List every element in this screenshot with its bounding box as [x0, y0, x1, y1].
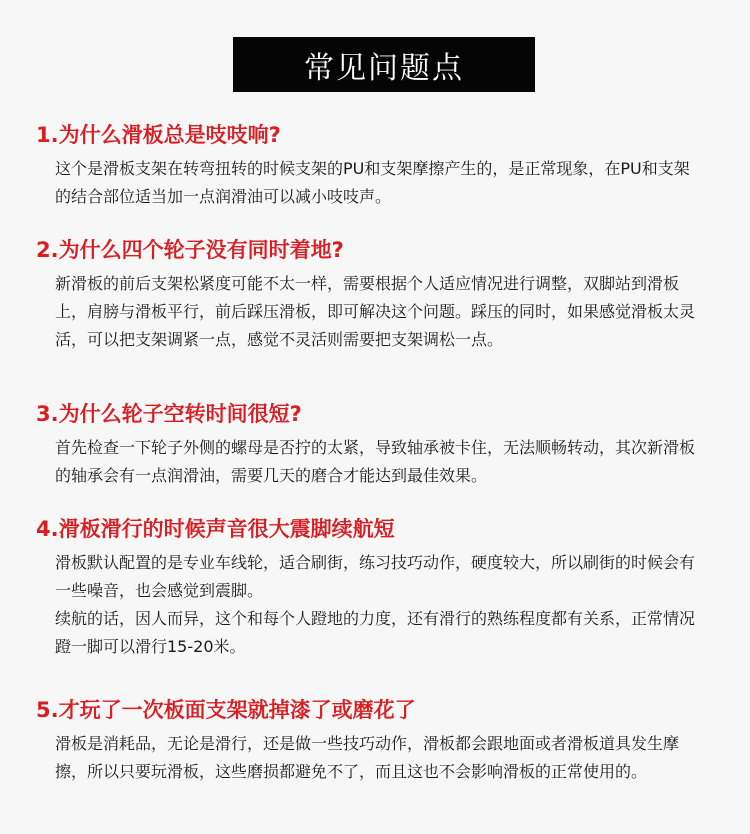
- faq-item-4: [36, 515, 726, 661]
- answer-paragraph: 滑板是消耗品，无论是滑行，还是做一些技巧动作，滑板都会跟地面或者滑板道具发生摩擦，所以只要玩滑板，这些磨损都避免不了，而且这也不会影响滑板的正常使用的。: [55, 734, 680, 781]
- faq-question: 2.为什么四个轮子没有同时着地?: [36, 238, 344, 262]
- faq-answer: [55, 270, 695, 354]
- faq-item-5: [36, 696, 726, 786]
- answer-paragraph: 首先检查一下轮子外侧的螺母是否拧的太紧，导致轴承被卡住，无法顺畅转动，其次新滑板的轴承会有一点润滑油，需要几天的磨合才能达到最佳效果。: [55, 438, 696, 485]
- faq-question: 1.为什么滑板总是吱吱响?: [36, 123, 281, 147]
- faq-item-1: [36, 121, 726, 211]
- faq-question: 5.才玩了一次板面支架就掉漆了或磨花了: [36, 698, 416, 722]
- faq-question: 3.为什么轮子空转时间很短?: [36, 402, 302, 426]
- faq-answer: [55, 730, 695, 786]
- faq-item-3: [36, 400, 726, 490]
- answer-paragraph: 滑板默认配置的是专业车线轮，适合刷街，练习技巧动作，硬度较大，所以刷街的时候会有一些噪音，也会感觉到震脚。: [55, 553, 696, 600]
- faq-answer: [55, 549, 695, 661]
- faq-question: 4.滑板滑行的时候声音很大震脚续航短: [36, 517, 395, 541]
- answer-paragraph: 新滑板的前后支架松紧度可能不太一样，需要根据个人适应情况进行调整，双脚站到滑板上，肩膀与滑板平行，前后踩压滑板，即可解决这个问题。踩压的同时，如果感觉滑板太灵活，可以把支架调紧一点，感觉不灵活则需要把支架调松一点。: [55, 274, 696, 349]
- faq-answer: [55, 155, 695, 211]
- answer-paragraph: 续航的话，因人而异，这个和每个人蹬地的力度，还有滑行的熟练程度都有关系，正常情况蹬一脚可以滑行15-20米。: [55, 609, 696, 656]
- page-title: 常见问题点: [233, 37, 535, 92]
- faq-answer: [55, 434, 695, 490]
- faq-item-2: [36, 236, 726, 354]
- answer-paragraph: 这个是滑板支架在转弯扭转的时候支架的PU和支架摩擦产生的，是正常现象，在PU和支架的结合部位适当加一点润滑油可以减小吱吱声。: [55, 159, 690, 206]
